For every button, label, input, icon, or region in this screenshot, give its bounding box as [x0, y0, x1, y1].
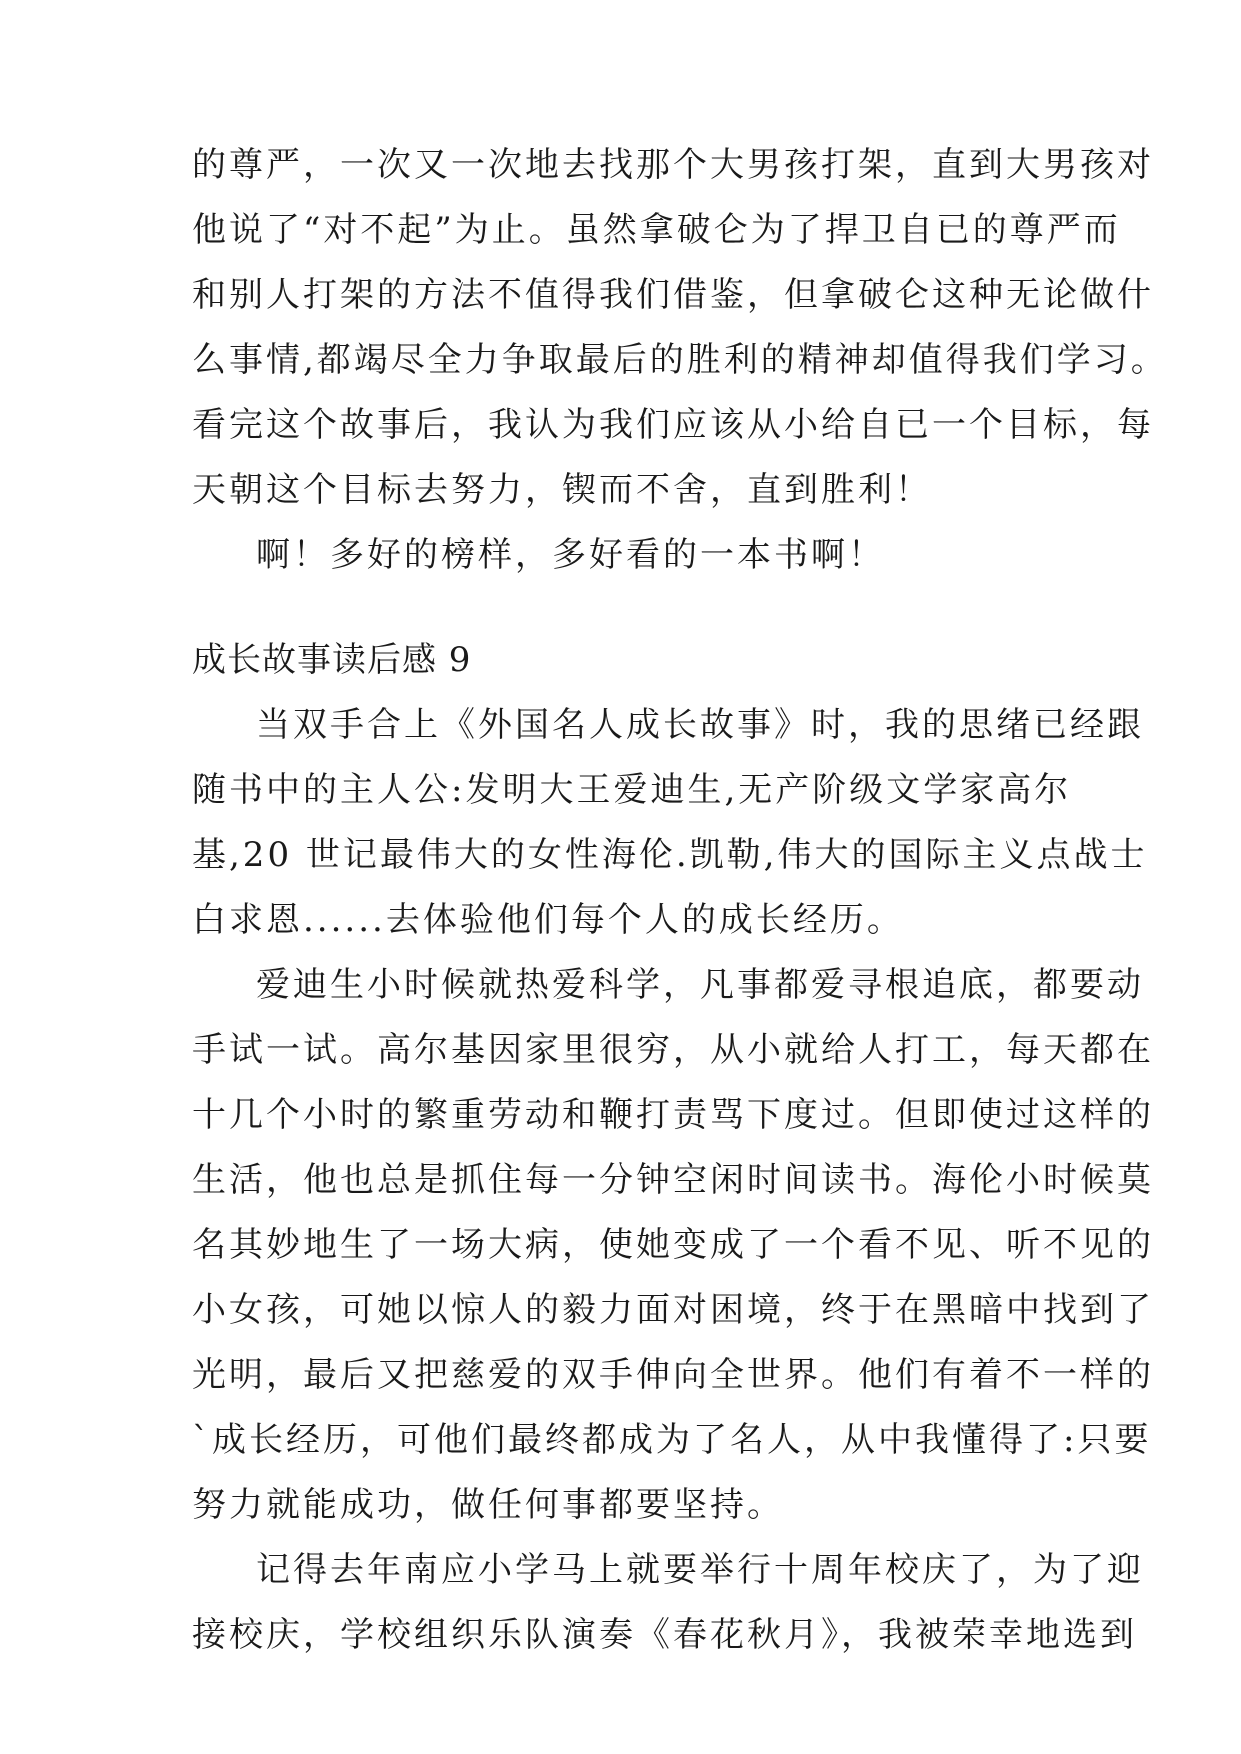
paragraph-line: 白求恩......去体验他们每个人的成长经历。: [192, 900, 904, 940]
paragraph-line: 努力就能成功，做任何事都要坚持。: [192, 1485, 784, 1525]
paragraph-line: 和别人打架的方法不值得我们借鉴，但拿破仑这种无论做什: [192, 275, 1154, 315]
closing-line: 啊！多好的榜样，多好看的一本书啊！: [256, 535, 885, 575]
paragraph-line: 么事情,都竭尽全力争取最后的胜利的精神却值得我们学习。: [192, 340, 1168, 380]
paragraph-line: 他说了“对不起”为止。虽然拿破仑为了捍卫自已的尊严而: [192, 210, 1121, 250]
paragraph-line: 看完这个故事后，我认为我们应该从小给自已一个目标，每: [192, 405, 1154, 445]
paragraph-line: 随书中的主人公:发明大王爱迪生,无产阶级文学家高尔: [192, 770, 1072, 810]
paragraph-line: 手试一试。高尔基因家里很穷，从小就给人打工，每天都在: [192, 1030, 1154, 1070]
paragraph-line: 生活，他也总是抓住每一分钟空闲时间读书。海伦小时候莫: [192, 1160, 1154, 1200]
paragraph-line: 爱迪生小时候就热爱科学，凡事都爱寻根追底，都要动: [256, 965, 1144, 1005]
paragraph-line: 小女孩，可她以惊人的毅力面对困境，终于在黑暗中找到了: [192, 1290, 1154, 1330]
paragraph-line: 十几个小时的繁重劳动和鞭打责骂下度过。但即使过这样的: [192, 1095, 1154, 1135]
paragraph-line: `成长经历，可他们最终都成为了名人，从中我懂得了:只要: [192, 1420, 1152, 1460]
paragraph-line: 当双手合上《外国名人成长故事》时，我的思绪已经跟: [256, 705, 1144, 745]
section-title: 成长故事读后感 9: [192, 640, 472, 680]
paragraph-line: 记得去年南应小学马上就要举行十周年校庆了，为了迎: [256, 1550, 1144, 1590]
paragraph-line: 基,20 世记最伟大的女性海伦.凯勒,伟大的国际主义点战士: [192, 835, 1148, 875]
paragraph-line: 接校庆，学校组织乐队演奏《春花秋月》，我被荣幸地选到: [192, 1615, 1137, 1655]
paragraph-line: 光明，最后又把慈爱的双手伸向全世界。他们有着不一样的: [192, 1355, 1154, 1395]
paragraph-line: 名其妙地生了一场大病，使她变成了一个看不见、听不见的: [192, 1225, 1154, 1265]
paragraph-line: 天朝这个目标去努力，锲而不舍，直到胜利！: [192, 470, 932, 510]
paragraph-line: 的尊严，一次又一次地去找那个大男孩打架，直到大男孩对: [192, 145, 1154, 185]
